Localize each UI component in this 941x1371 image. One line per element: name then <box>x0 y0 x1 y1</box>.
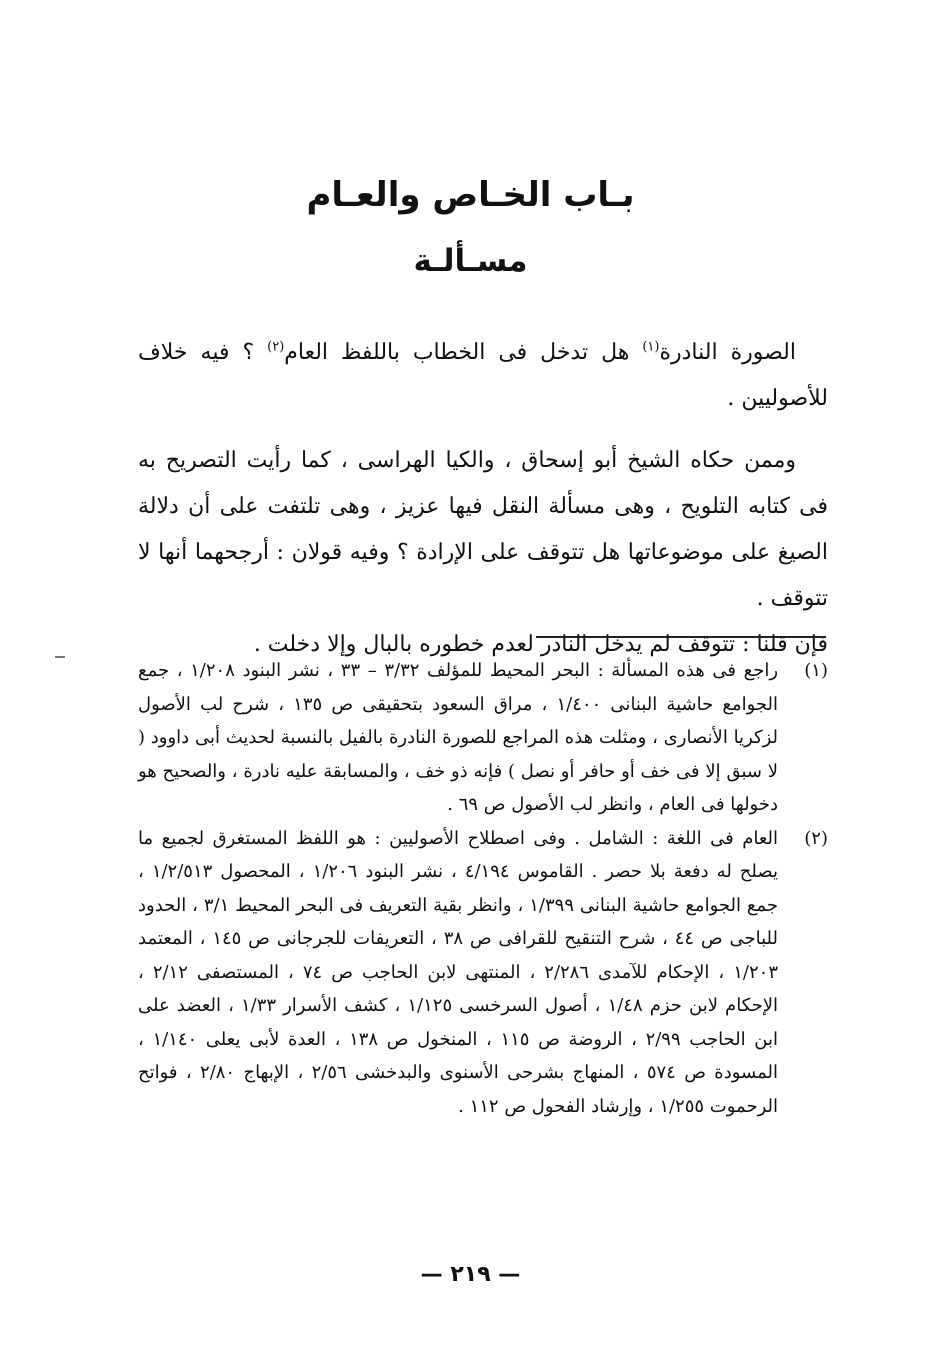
main-text <box>138 330 828 668</box>
footnote-text: العام فى اللغة : الشامل . وفى اصطلاح الأصوليين : هو اللفظ المستغرق لجميع ما يصلح له دفعة بلا حصر . القاموس ٤/١٩٤ ، نشر البنود ١/٢٠٦ ، المحصول ١/٢/٥١٣ ، جمع الجوامع حاشية البنانى ١/٣٩٩ ، وانظر بقية التعريف فى البحر المحيط ٣/١ ، الحدود للباجى ص ٤٤ ، شرح التنقيح للقرافى ص ٣٨ ، التعريفات للجرجانى ص ١٤٥ ، المعتمد ١/٢٠٣ ، الإحكام للآمدى ٢/٢٨٦ ، المنتهى لابن الحاجب ص ٧٤ ، المستصفى ٢/١٢ ، الإحكام لابن حزم ١/٤٨ ، أصول السرخسى ١/١٢٥ ، كشف الأسرار ١/٣٣ ، العضد على ابن الحاجب ٢/٩٩ ، الروضة ص ١١٥ ، المنخول ص ١٣٨ ، العدة لأبى يعلى ١/١٤٠ ، المسودة ص ٥٧٤ ، المنهاج بشرحى الأسنوى والبدخشى ٢/٥٦ ، الإبهاج ٢/٨٠ ، فواتح الرحموت ١/٢٥٥ ، وإرشاد الفحول ص ١١٢ . <box>138 827 779 1117</box>
chapter-title: بـاب الخـاص والعـام <box>306 175 635 215</box>
paragraph-3: فإن قلنا : تتوقف لم يدخل النادر لعدم خطوره بالبال وإلا دخلت . <box>253 632 828 657</box>
margin-mark <box>55 656 65 658</box>
paragraph-1 <box>138 330 828 422</box>
page-number: — ٢١٩ — <box>420 1262 521 1287</box>
footnote-number: (١) <box>804 660 828 681</box>
footnote-separator <box>536 636 826 638</box>
footnote-ref-1: (١) <box>642 339 660 355</box>
footnote-ref-2: (٢) <box>267 339 285 355</box>
paragraph-1-part-c: ؟ فيه خلاف للأصوليين . <box>138 340 828 411</box>
footnote-2 <box>138 822 828 1124</box>
paragraph-2: وممن حكاه الشيخ أبو إسحاق ، والكيا الهراسى ، كما رأيت التصريح به فى كتابه التلويح ، وهى مسألة النقل فيها عزيز ، وهى تلتفت على أن دلالة الصيغ على موضوعاتها هل تتوقف على الإرادة ؟ وفيه قولان : أرجحهما أنها لا تتوقف . <box>138 448 828 611</box>
paragraph-1-part-b: هل تدخل فى الخطاب باللفظ العام <box>284 340 643 365</box>
paragraph-1-part-a: الصورة النادرة <box>659 340 796 365</box>
footnote-text: راجع فى هذه المسألة : البحر المحيط للمؤلف ٣/٣٢ – ٣٣ ، نشر البنود ١/٢٠٨ ، جمع الجوامع حاشية البنانى ١/٤٠٠ ، مراق السعود بتحقيقى ص ١٣٥ ، شرح لب الأصول لزكريا الأنصارى ، ومثلت هذه المراجع للصورة النادرة بالفيل بالنسبة لحديث أبى داوود ( لا سبق إلا فى خف أو حافر أو نصل ) فإنه ذو خف ، والمسابقة عليه نادرة ، والصحيح هو دخولها فى العام ، وانظر لب الأصول ص ٦٩ . <box>138 660 779 815</box>
footnote-number: (٢) <box>804 827 828 849</box>
section-title: مسـألـة <box>413 243 528 279</box>
footnote-1 <box>138 654 828 822</box>
footnotes <box>138 654 828 1123</box>
